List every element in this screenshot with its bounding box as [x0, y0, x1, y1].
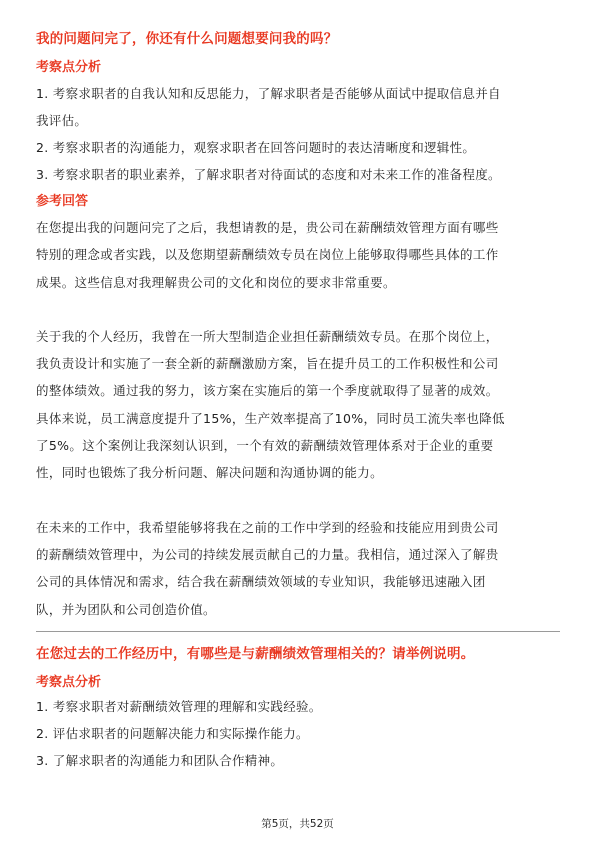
question-1	[36, 29, 560, 623]
question-divider	[36, 631, 560, 632]
analysis-item: 3. 考察求职者的职业素养，了解求职者对待面试的态度和对未来工作的准备程度。	[36, 167, 501, 182]
answer-heading: 参考回答	[36, 194, 89, 209]
answer-paragraph	[36, 323, 560, 487]
question-title: 在您过去的工作经历中，有哪些是与薪酬绩效管理相关的？请举例说明。	[36, 645, 475, 662]
page-content	[36, 26, 560, 774]
answer-line: 的整体绩效。通过我的努力，该方案在实施后的第一个季度就取得了显著的成效。	[36, 383, 499, 399]
answer-line: 关于我的个人经历，我曾在一所大型制造企业担任薪酬绩效专员。在那个岗位上，	[36, 328, 499, 344]
answer-line: 了5%。这个案例让我深刻认识到，一个有效的薪酬绩效管理体系对于企业的重要	[36, 438, 494, 454]
analysis-item: 2. 考察求职者的沟通能力，观察求职者在回答问题时的表达清晰度和逻辑性。	[36, 140, 476, 155]
analysis-item: 3. 了解求职者的沟通能力和团队合作精神。	[36, 752, 284, 768]
answer-paragraph	[36, 214, 560, 296]
answer-line: 特别的理念或者实践，以及您期望薪酬绩效专员在岗位上能够取得哪些具体的工作	[36, 247, 499, 263]
answer-line: 在未来的工作中，我希望能够将我在之前的工作中学到的经验和技能应用到贵公司	[36, 519, 499, 535]
answer-line: 我负责设计和实施了一套全新的薪酬激励方案，旨在提升员工的工作积极性和公司	[36, 356, 499, 372]
page-number: 第5页，共52页	[261, 818, 334, 830]
answer-line: 成果。这些信息对我理解贵公司的文化和岗位的要求非常重要。	[36, 274, 396, 290]
answer-line: 性，同时也锻炼了我分析问题、解决问题和沟通协调的能力。	[36, 465, 383, 481]
analysis-list	[36, 693, 560, 774]
answer-paragraph	[36, 514, 560, 623]
analysis-list	[36, 80, 560, 188]
analysis-item: 我评估。	[36, 113, 88, 128]
answer-line: 公司的具体情况和需求，结合我在薪酬绩效领域的专业知识，我能够迅速融入团	[36, 574, 486, 590]
question-2	[36, 644, 560, 774]
analysis-item: 1. 考察求职者的自我认知和反思能力，了解求职者是否能够从面试中提取信息并自	[36, 86, 501, 101]
answer-line: 在您提出我的问题问完了之后，我想请教的是，贵公司在薪酬绩效管理方面有哪些	[36, 220, 499, 235]
analysis-heading: 考察点分析	[36, 674, 102, 690]
analysis-item: 2. 评估求职者的问题解决能力和实际操作能力。	[36, 725, 309, 741]
answer-line: 具体来说，员工满意度提升了15%，生产效率提高了10%，同时员工流失率也降低	[36, 410, 505, 426]
question-title: 我的问题问完了，你还有什么问题想要问我的吗？	[36, 31, 338, 47]
analysis-item: 1. 考察求职者对薪酬绩效管理的理解和实践经验。	[36, 698, 322, 714]
answer-line: 的薪酬绩效管理中，为公司的持续发展贡献自己的力量。我相信，通过深入了解贵	[36, 546, 499, 562]
answer-line: 队，并为团队和公司创造价值。	[36, 601, 216, 617]
analysis-heading: 考察点分析	[36, 60, 102, 75]
